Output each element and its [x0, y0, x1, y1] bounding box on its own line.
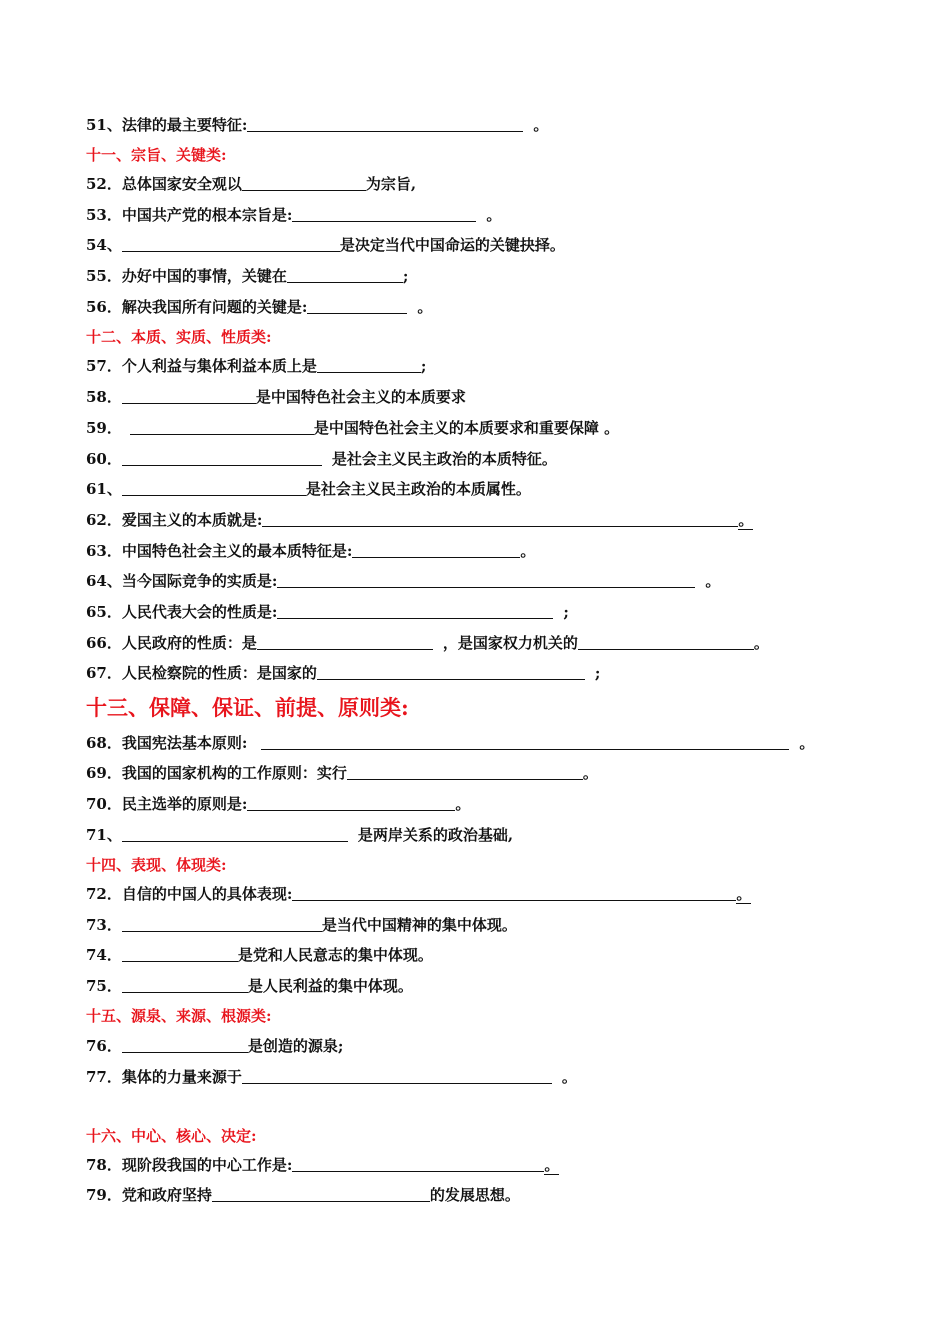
question-53: 53．中国共产党的根本宗旨是: 。: [86, 206, 502, 224]
answer-blank[interactable]: [317, 357, 421, 373]
question-66: 66．人民政府的性质：是 ，是国家权力机关的 。: [86, 634, 769, 652]
question-58: 58． 是中国特色社会主义的本质要求: [86, 388, 466, 406]
section-heading-15: 十五、源泉、来源、根源类:: [86, 1007, 272, 1025]
answer-blank[interactable]: [261, 734, 789, 750]
question-51: 51、法律的最主要特征: 。: [86, 116, 549, 134]
answer-blank[interactable]: [352, 542, 520, 558]
question-64: 64、当今国际竞争的实质是: 。: [86, 572, 721, 590]
question-79: 79．党和政府坚持 的发展思想。: [86, 1186, 520, 1204]
question-55: 55．办好中国的事情，关键在 ;: [86, 267, 409, 285]
answer-blank[interactable]: [257, 634, 433, 650]
answer-blank[interactable]: [122, 1037, 248, 1053]
answer-blank[interactable]: [292, 1156, 544, 1172]
answer-blank[interactable]: [122, 826, 348, 842]
answer-blank[interactable]: [122, 916, 322, 932]
section-heading-13: 十三、保障、保证、前提、原则类:: [86, 695, 409, 720]
answer-blank[interactable]: [287, 267, 403, 283]
question-60: 60． 是社会主义民主政治的本质特征。: [86, 450, 557, 468]
question-73: 73． 是当代中国精神的集中体现。: [86, 916, 517, 934]
answer-blank[interactable]: [122, 388, 256, 404]
answer-blank[interactable]: [212, 1186, 430, 1202]
question-78: 78．现阶段我国的中心工作是: 。: [86, 1156, 560, 1174]
question-68: 68．我国宪法基本原则: 。: [86, 734, 815, 752]
answer-blank[interactable]: [277, 603, 553, 619]
question-75: 75． 是人民利益的集中体现。: [86, 977, 413, 995]
question-56: 56．解决我国所有问题的关键是: 。: [86, 298, 433, 316]
question-62: 62．爱国主义的本质就是: 。: [86, 511, 754, 529]
question-76: 76． 是创造的源泉;: [86, 1037, 344, 1055]
answer-blank[interactable]: [578, 634, 754, 650]
answer-blank[interactable]: [122, 946, 238, 962]
question-77: 77．集体的力量来源于 。: [86, 1068, 577, 1086]
question-74: 74． 是党和人民意志的集中体现。: [86, 946, 433, 964]
answer-blank[interactable]: [247, 795, 455, 811]
question-69: 69．我国的国家机构的工作原则：实行 。: [86, 764, 598, 782]
question-70: 70．民主选举的原则是: 。: [86, 795, 471, 813]
question-65: 65．人民代表大会的性质是: ;: [86, 603, 569, 621]
answer-blank[interactable]: [122, 450, 322, 466]
answer-blank[interactable]: [262, 511, 738, 527]
answer-blank[interactable]: [242, 175, 366, 191]
question-72: 72．自信的中国人的具体表现: 。: [86, 885, 752, 903]
question-59: 59． 是中国特色社会主义的本质要求和重要保障 。: [86, 419, 620, 437]
question-57: 57．个人利益与集体利益本质上是 ;: [86, 357, 427, 375]
answer-blank[interactable]: [122, 977, 248, 993]
answer-blank[interactable]: [130, 419, 314, 435]
question-71: 71、 是两岸关系的政治基础,: [86, 826, 514, 844]
answer-blank[interactable]: [307, 298, 407, 314]
answer-blank[interactable]: [247, 116, 523, 132]
answer-blank[interactable]: [347, 764, 583, 780]
question-52: 52．总体国家安全观以 为宗旨,: [86, 175, 417, 193]
question-54: 54、 是决定当代中国命运的关键抉择。: [86, 236, 565, 254]
section-heading-12: 十二、本质、实质、性质类:: [86, 328, 272, 346]
answer-blank[interactable]: [292, 885, 736, 901]
section-heading-16: 十六、中心、核心、决定:: [86, 1127, 257, 1145]
answer-blank[interactable]: [122, 480, 306, 496]
question-67: 67．人民检察院的性质：是国家的 ;: [86, 664, 601, 682]
answer-blank[interactable]: [277, 572, 695, 588]
answer-blank[interactable]: [317, 664, 585, 680]
section-heading-14: 十四、表现、体现类:: [86, 856, 227, 874]
question-63: 63．中国特色社会主义的最本质特征是: 。: [86, 542, 536, 560]
question-61: 61、 是社会主义民主政治的本质属性。: [86, 480, 531, 498]
answer-blank[interactable]: [122, 236, 340, 252]
answer-blank[interactable]: [242, 1068, 552, 1084]
answer-blank[interactable]: [292, 206, 476, 222]
section-heading-11: 十一、宗旨、关键类:: [86, 146, 227, 164]
